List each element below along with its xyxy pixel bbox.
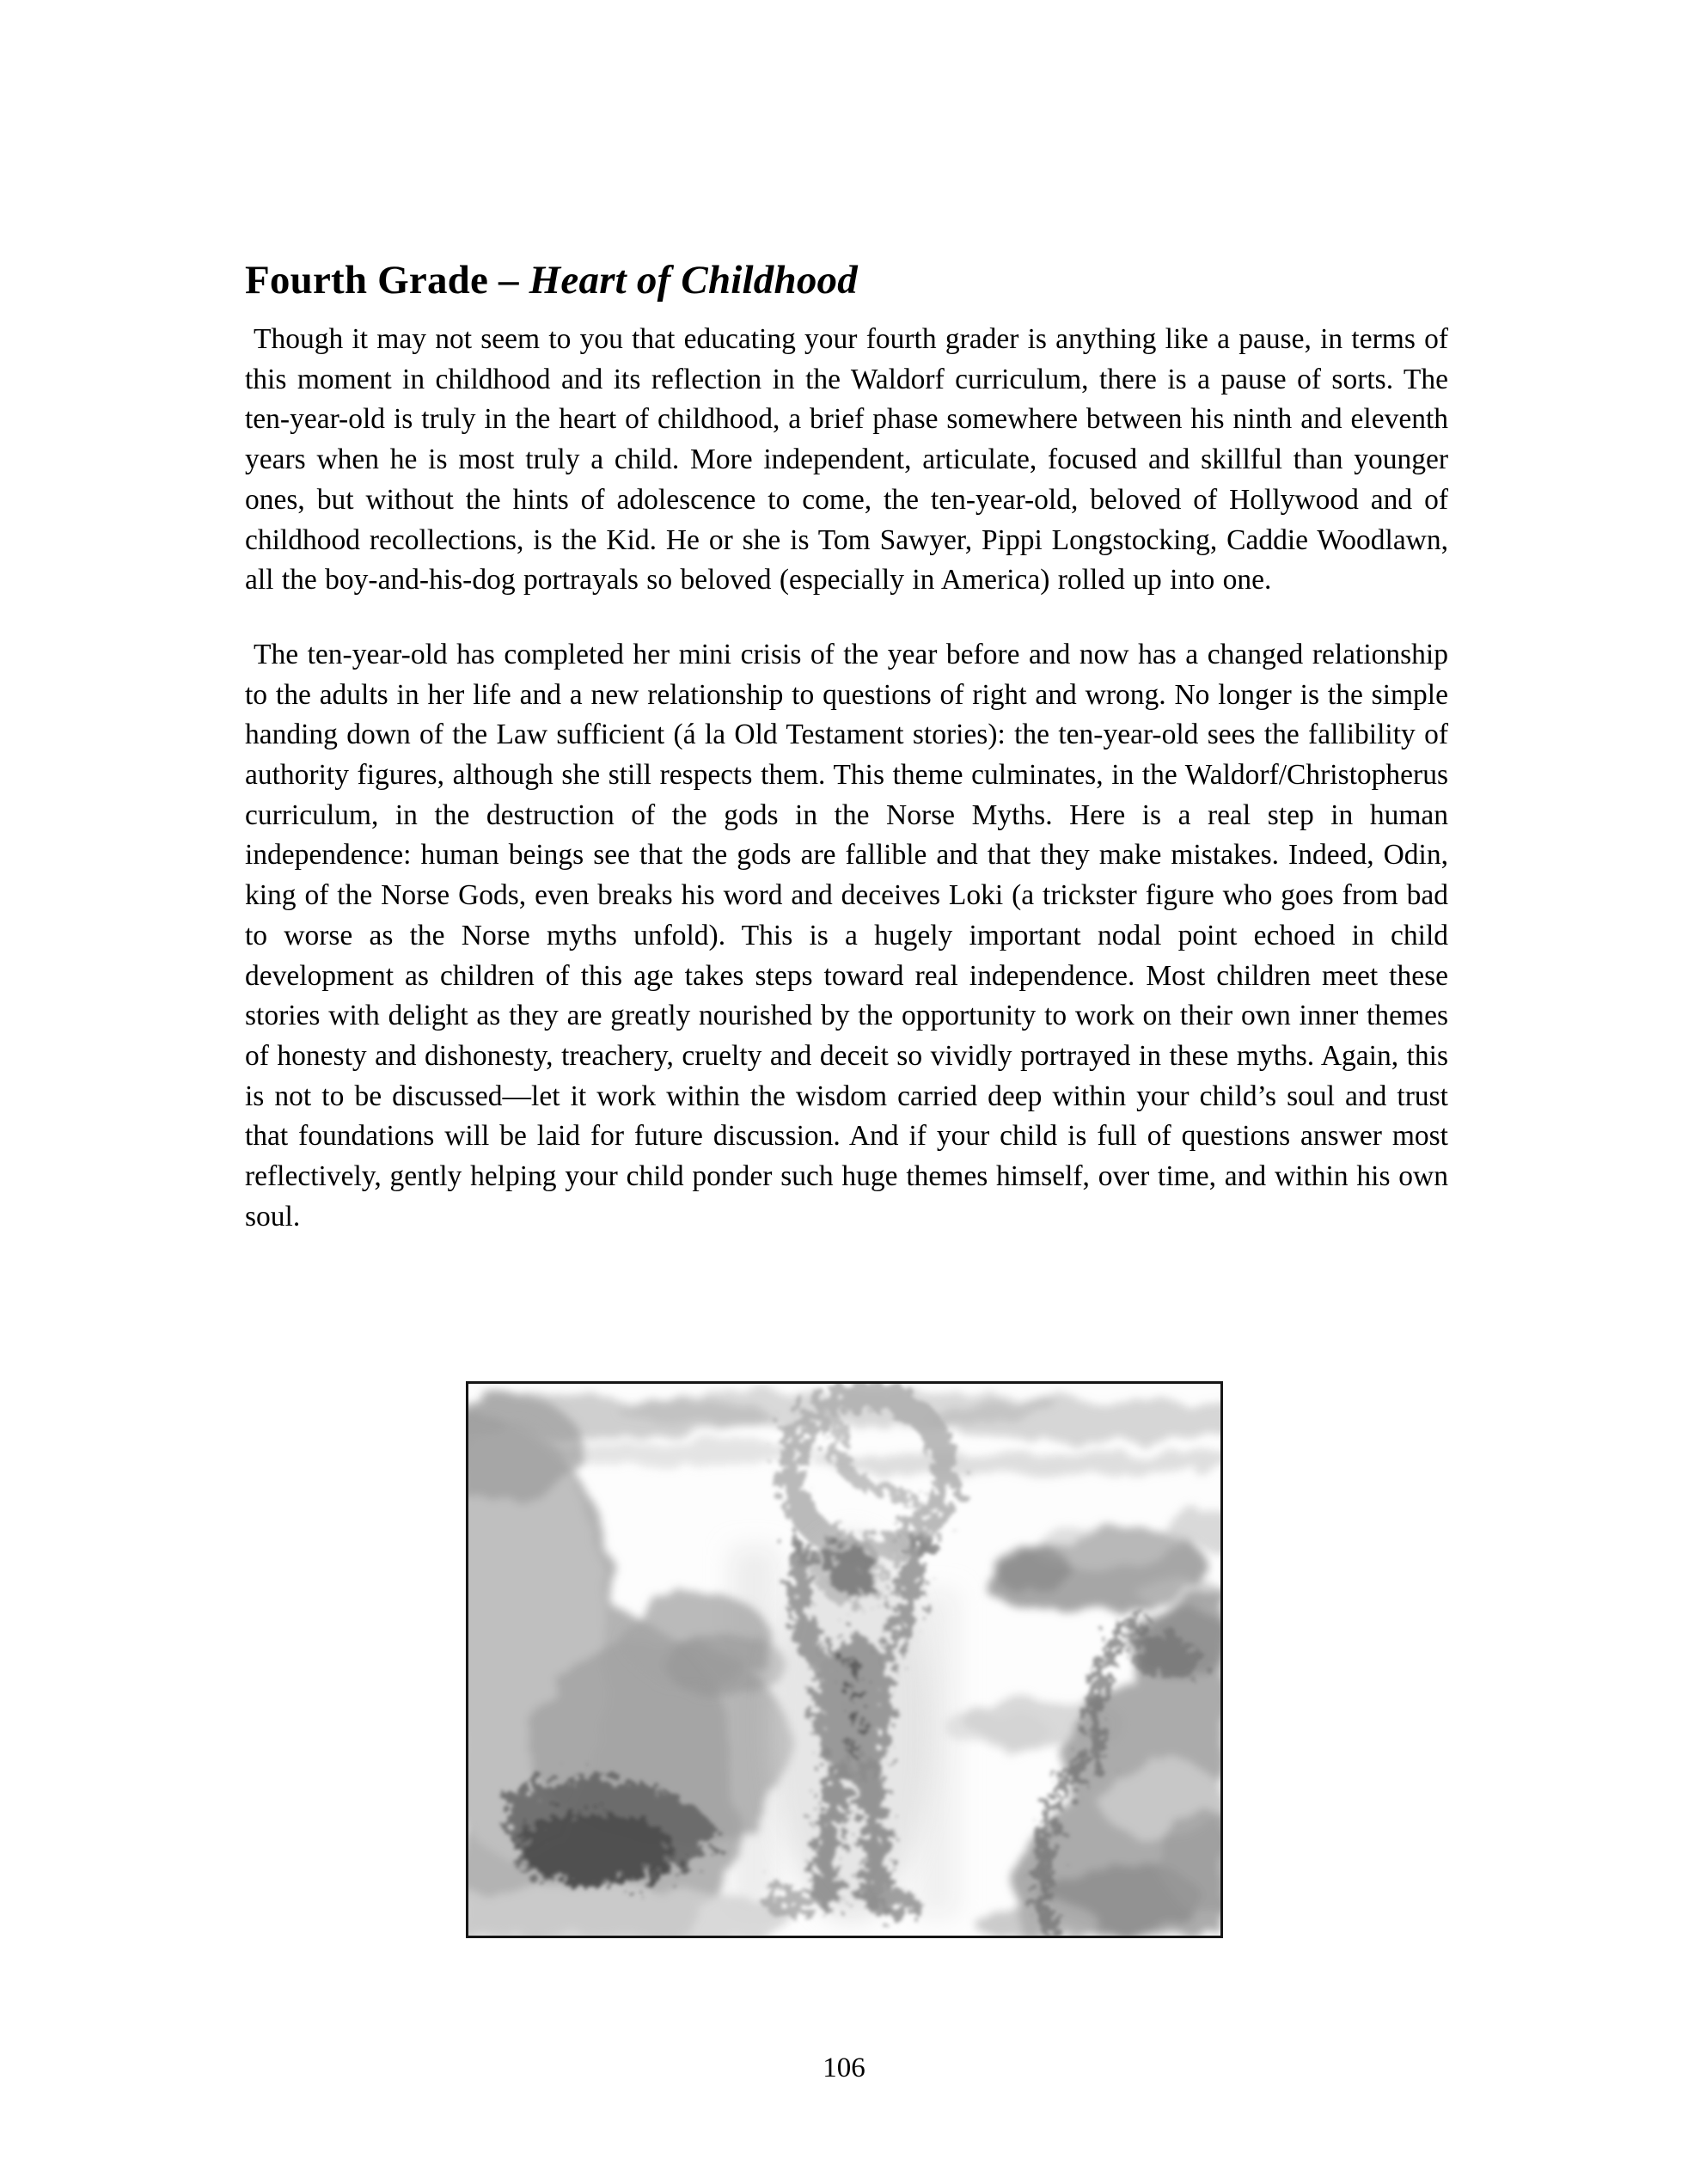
page-title-emphasis: Heart of Childhood xyxy=(529,258,858,303)
body-text xyxy=(245,320,1448,1237)
paragraph-2: The ten-year-old has completed her mini crisis of the year before and now has a changed relationship to the adults in her life and a new relationship to questions of right and wrong. No longer is the simple handing down of the Law sufficient (á la Old Testament stories): the ten-year-old sees the fallibility of authority figures, although she still respects them. This theme culminates, in the Waldorf/Christopherus curriculum, in the destruction of the gods in the Norse Myths. Here is a real step in human independence: human beings see that the gods are fallible and that they make mistakes. Indeed, Odin, king of the Norse Gods, even breaks his word and deceives Loki (a trickster figure who goes from bad to worse as the Norse myths unfold). This is a hugely important nodal point echoed in child development as children of this age takes steps toward real independence. Most children meet these stories with delight as they are greatly nourished by the opportunity to work on their own inner themes of honesty and dishonesty, treachery, cruelty and deceit so vividly portrayed in these myths. Again, this is not to be discussed—let it work within the wisdom carried deep within your child’s soul and trust that foundations will be laid for future discussion. And if your child is full of questions answer most reflectively, gently helping your child ponder such huge themes himself, over time, and within his own soul. xyxy=(245,638,1448,1233)
watercolor-illustration xyxy=(468,1384,1220,1936)
watercolor-figure-frame xyxy=(466,1381,1223,1938)
paragraph-1: Though it may not seem to you that educating your fourth grader is anything like a pause, in terms of this moment in childhood and its reflection in the Waldorf curriculum, there is a pause of sorts. The ten-year-old is truly in the heart of childhood, a brief phase somewhere between his ninth and eleventh years when he is most truly a child. More independent, articulate, focused and skillful than younger ones, but without the hints of adolescence to come, the ten-year-old, beloved of Hollywood and of childhood recollections, is the Kid. He or she is Tom Sawyer, Pippi Longstocking, Caddie Woodlawn, all the boy-and-his-dog portrayals so beloved (especially in America) rolled up into one. xyxy=(245,323,1448,596)
page-title xyxy=(245,257,858,303)
page-title-prefix: Fourth Grade – xyxy=(245,258,529,303)
page-number: 106 xyxy=(823,2052,865,2083)
